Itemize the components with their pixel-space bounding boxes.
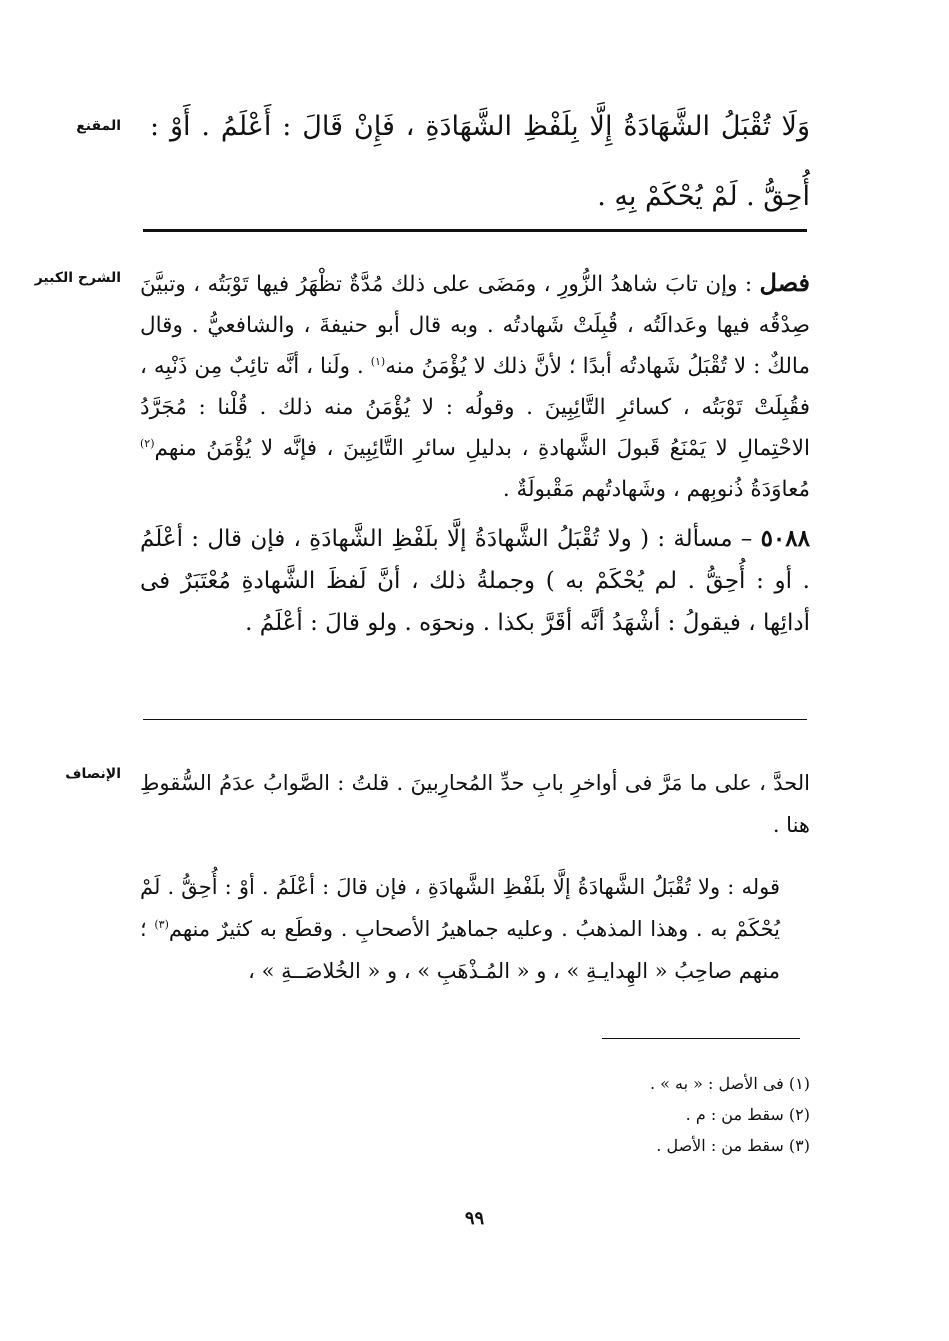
footnote-1: (١) فى الأصل : « به » .	[649, 1074, 810, 1093]
masala-paragraph	[140, 518, 810, 644]
muqni-line: وَلَا تُقْبَلُ الشَّهَادَةُ إِلَّا بِلَفْظِ الشَّهَادَةِ ، فَإِنْ قَالَ : أَعْلَمُ . أَوْ : أُحِقُّ . لَمْ يُحْكَمْ بِهِ .	[150, 111, 810, 212]
footnote-divider	[602, 1038, 800, 1039]
insaf-intro-text: الحدَّ ، على ما مَرَّ فى أواخرِ بابِ حدِّ المُحارِبينَ . قلتُ : الصَّوابُ عدَمُ السُّقوطِ هنا .	[140, 771, 810, 837]
insaf-text	[140, 762, 810, 992]
footnote-2: (٢) سقط من : م .	[685, 1105, 810, 1124]
insaf-qawl	[140, 866, 810, 992]
insaf-label: الإنصاف	[65, 766, 121, 782]
sharh-label: الشرح الكبير	[34, 270, 121, 286]
sharh-text	[140, 262, 810, 644]
insaf-qawl-text: قوله : ولا تُقْبَلُ الشَّهادَةُ إلَّا بلَفْظِ الشَّهادَةِ ، فإن قالَ : أعْلَمُ . أوْ : أُحِقُّ . لَمْ يُحْكَمْ به . وهذا المذهبُ . وعليه جماهيرُ الأصحابِ . وقطَع به كثيرٌ منهم	[140, 875, 780, 941]
footnote-marker-2: (٢)	[140, 436, 155, 450]
insaf-qawl-end: ؛ منهم صاحِبُ « الهِدايـةِ » ، و « المُـذْهَبِ » ، و « الخُلاصَــةِ » ،	[140, 917, 780, 983]
section-divider-thick	[143, 229, 807, 232]
masala-text: – مسألة : ( ولا تُقْبَلُ الشَّهادَةُ إلَّا بلَفْظِ الشَّهادَةِ ، فإن قال : أعْلَمُ . أو : أُحِقُّ . لم يُحْكَمْ به ) وجملةُ ذلك ، أنَّ لَفظَ الشَّهادةِ مُعْتَبَرٌ فى أدائِها ، فيقولُ : أشْهَدُ أنَّه أقَرَّ بكذا . ونحوَه . ولو قالَ : أعْلَمُ .	[140, 526, 810, 636]
muqni-text	[150, 92, 810, 232]
footnote-marker-1: (١)	[370, 354, 386, 368]
fasl-paragraph	[140, 262, 810, 510]
fasl-heading: فصل	[759, 268, 810, 297]
footnote-3: (٣) سقط من : الأصل .	[656, 1136, 810, 1155]
fasl-text-end: مُعاوَدَةُ ذُنوبِهم ، وشَهادتُهم مَقْبولَةٌ .	[502, 477, 810, 502]
masala-number: ٥٠٨٨	[760, 525, 810, 552]
fasl-text: : وإن تابَ شاهدُ الزُّورِ ، ومَضَى على ذلك مُدَّةٌ تظْهَرُ فيها تَوْبَتُه ، وتبيَّنَ صِدْقُه فيها وعَدالَتُه ، قُبِلَتْ شَهادتُه . وبه قال أبو حنيفةَ ، والشافعيُّ . وقال مالكٌ : لا تُقْبَلُ شَهادتُه أبدًا ؛ لأنَّ ذلك لا يُؤْمَنُ منه	[140, 272, 810, 379]
footnotes	[420, 1068, 810, 1161]
page-number: ٩٩	[464, 1208, 485, 1229]
section-divider-thin	[143, 719, 807, 720]
footnote-marker-3: (٣)	[154, 918, 169, 931]
muqni-label: المقنع	[76, 118, 121, 134]
insaf-intro	[140, 762, 810, 846]
fasl-text-cont: . ولَنا ، أنَّه تائِبٌ مِن ذَنْبِه ، فقُبِلَتْ تَوْبَتُه ، كسائرِ التَّائِبِينَ . وقولُه : لا يُؤْمَنُ منه ذلك . قُلْنا : مُجَرَّدُ الاحْتِمالِ لا يَمْنَعُ قَبولَ الشَّهادةِ ، بدليلِ سائرِ التَّائِبِينَ ، فإنَّه لا يُؤْمَنُ منهم	[140, 354, 810, 461]
